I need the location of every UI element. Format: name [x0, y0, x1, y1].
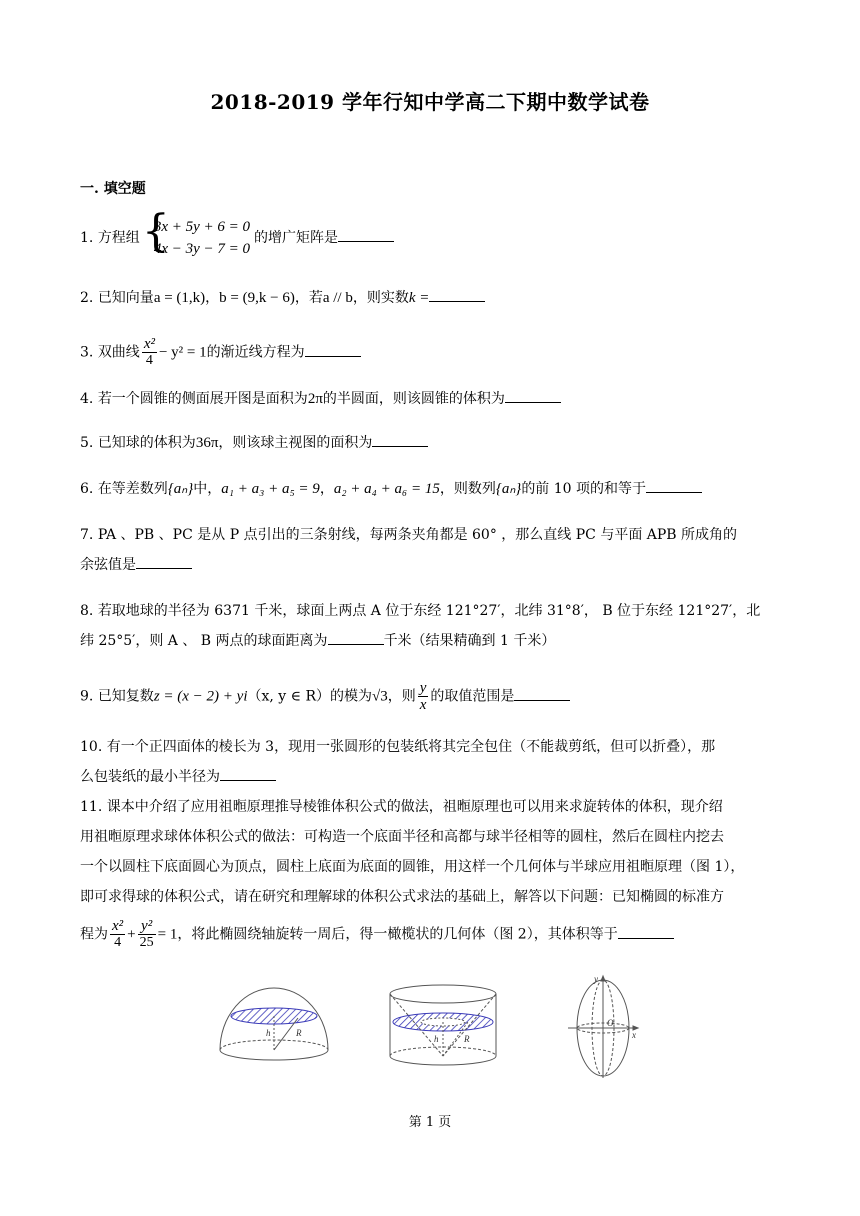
- question-text: ，则数列: [439, 481, 496, 497]
- label-h: h: [266, 1028, 271, 1038]
- label-h: h: [434, 1034, 439, 1044]
- separator: ，: [205, 290, 220, 306]
- question-text: 在等差数列: [97, 481, 168, 497]
- vector-b: b = (9,k − 6): [219, 290, 295, 306]
- question-text: 中，: [193, 481, 222, 497]
- fraction-denominator: x: [419, 697, 427, 713]
- question-6: [80, 474, 780, 504]
- answer-blank[interactable]: [514, 686, 570, 701]
- equation-2: a₂ + a₄ + a₆ = 15: [333, 481, 440, 497]
- question-text: PA 、PB 、PC 是从 P 点引出的三条射线，每两条夹角都是 60° ，那么直线 PC 与平面 APB 所成角的: [97, 527, 738, 543]
- question-number: 11.: [80, 799, 103, 815]
- question-number: 9.: [80, 688, 94, 705]
- question-5: [80, 428, 780, 458]
- fraction: [110, 918, 125, 951]
- fraction: [142, 336, 157, 369]
- question-text: 么包装纸的最小半径为: [80, 769, 220, 785]
- question-9: [80, 680, 780, 713]
- answer-blank[interactable]: [372, 432, 428, 447]
- question-text: 纬 25°5′，则 A 、 B 两点的球面距离为: [80, 633, 328, 649]
- question-text: 用祖暅原理求球体体积公式的做法：可构造一个底面半径和高都与球半径相等的圆柱，然后在圆柱内挖去: [80, 829, 724, 845]
- question-text: 的取值范围是: [430, 688, 515, 705]
- question-text: 即可求得球的体积公式，请在研究和理解球的体积公式求法的基础上，解答以下问题：已知椭圆的标准方: [80, 889, 724, 905]
- answer-blank[interactable]: [618, 924, 674, 939]
- label-origin: O: [607, 1018, 614, 1028]
- equation-1: 3x + 5y + 6 = 0: [153, 219, 250, 235]
- equation-1: a₁ + a₃ + a₅ = 9: [221, 481, 320, 497]
- question-text: 若取地球的半径为 6371 千米，球面上两点 A 位于东经 121°27′，北纬 31°8′， B 位于东经 121°27′，北: [97, 603, 761, 619]
- equation-system: { 3x + 5y + 6 = 0 4x − 3y − 7 = 0: [144, 216, 250, 260]
- section-heading: 一. 填空题: [80, 181, 146, 197]
- label-x-axis: x: [632, 1030, 636, 1040]
- question-text: 已知球的体积为: [97, 435, 196, 451]
- question-number: 10.: [80, 739, 103, 755]
- question-number: 4.: [80, 391, 94, 407]
- question-text: 双曲线: [97, 344, 140, 361]
- question-4: [80, 384, 780, 414]
- question-text: ，则实数: [352, 290, 409, 306]
- question-11: [80, 792, 780, 951]
- hemisphere-figure: [220, 988, 328, 1060]
- label-r: R: [296, 1028, 302, 1038]
- fraction-numerator: x²: [112, 918, 124, 934]
- vector-a: a = (1,k): [153, 290, 206, 306]
- separator: ，: [319, 481, 334, 497]
- complex-number: z = (x − 2) + yi: [153, 688, 248, 705]
- fraction-denominator: 25: [139, 935, 154, 950]
- equation: − y² = 1: [158, 344, 207, 361]
- math-value: 36π: [195, 435, 219, 451]
- answer-blank[interactable]: [646, 478, 702, 493]
- answer-blank[interactable]: [328, 630, 384, 645]
- answer-blank[interactable]: [220, 766, 276, 781]
- question-7: [80, 520, 780, 580]
- question-number: 7.: [80, 527, 94, 543]
- math-value: 2π: [307, 391, 323, 407]
- question-text: 千米（结果精确到 1 千米）: [383, 633, 556, 649]
- question-text: ，则该球主视图的面积为: [218, 435, 373, 451]
- sequence: {aₙ}: [167, 481, 194, 497]
- question-text: 的渐近线方程为: [206, 344, 305, 361]
- parallel-condition: a // b: [322, 290, 353, 306]
- fraction: [138, 918, 156, 951]
- question-number: 3.: [80, 344, 94, 361]
- question-number: 5.: [80, 435, 94, 451]
- fraction-numerator: y²: [138, 918, 156, 935]
- plus-sign: +: [127, 926, 136, 943]
- question-text: 程为: [80, 926, 108, 943]
- page-title: 2018-2019 学年行知中学高二下期中数学试卷: [210, 90, 650, 114]
- fraction-numerator: x²: [143, 336, 155, 352]
- page-footer: 第 1 页: [408, 1115, 452, 1130]
- question-text: 的增广矩阵是: [254, 230, 338, 246]
- question-text: 一个以圆柱下底面圆心为顶点，圆柱上底面为底面的圆锥，用这样一个几何体与半球应用祖暅原理（图 1），: [80, 859, 745, 875]
- question-text: 方程组: [97, 230, 140, 246]
- fraction-denominator: 4: [114, 935, 122, 950]
- question-number: 1.: [80, 230, 94, 246]
- question-text: （x, y ∈ R）的模为: [247, 688, 373, 705]
- label-r: R: [464, 1034, 470, 1044]
- answer-blank[interactable]: [429, 287, 485, 302]
- question-text: 已知向量: [97, 290, 154, 306]
- question-1: [80, 206, 780, 260]
- question-8: [80, 596, 780, 656]
- question-3: [80, 336, 780, 369]
- question-number: 2.: [80, 290, 94, 306]
- figures: [200, 970, 660, 1080]
- question-text: 的半圆面，则该圆锥的体积为: [322, 391, 505, 407]
- fraction-numerator: y: [419, 680, 427, 696]
- question-text: ，则: [387, 688, 416, 705]
- question-text: 的前 10 项的和等于: [521, 481, 647, 497]
- fraction-denominator: 4: [145, 353, 153, 368]
- question-text: 有一个正四面体的棱长为 3，现用一张圆形的包装纸将其完全包住（不能裁剪纸，但可以折叠），那: [106, 739, 716, 755]
- label-y-axis: y: [594, 974, 598, 984]
- question-text: 已知复数: [97, 688, 154, 705]
- math-value: √3: [372, 688, 388, 705]
- equation-2: 4x − 3y − 7 = 0: [153, 241, 250, 257]
- answer-blank[interactable]: [305, 342, 361, 357]
- question-text: 课本中介绍了应用祖暅原理推导棱锥体积公式的做法，祖暅原理也可以用来求旋转体的体积，现介绍: [106, 799, 723, 815]
- question-10: [80, 732, 780, 792]
- sequence: {aₙ}: [495, 481, 522, 497]
- answer-blank[interactable]: [136, 554, 192, 569]
- question-text: ，若: [294, 290, 323, 306]
- answer-blank[interactable]: [338, 227, 394, 242]
- question-text: 若一个圆锥的侧面展开图是面积为: [97, 391, 308, 407]
- question-number: 6.: [80, 481, 94, 497]
- question-text: 余弦值是: [80, 557, 136, 573]
- question-text: ，将此椭圆绕轴旋转一周后，得一橄榄状的几何体（图 2），其体积等于: [177, 926, 618, 943]
- cylinder-figure: [390, 985, 496, 1065]
- answer-blank[interactable]: [505, 388, 561, 403]
- variable-k: k =: [408, 290, 430, 306]
- question-2: [80, 283, 780, 313]
- ellipse-figure: [568, 974, 638, 1078]
- fraction: [418, 680, 429, 713]
- equation: = 1: [157, 926, 178, 943]
- question-number: 8.: [80, 603, 94, 619]
